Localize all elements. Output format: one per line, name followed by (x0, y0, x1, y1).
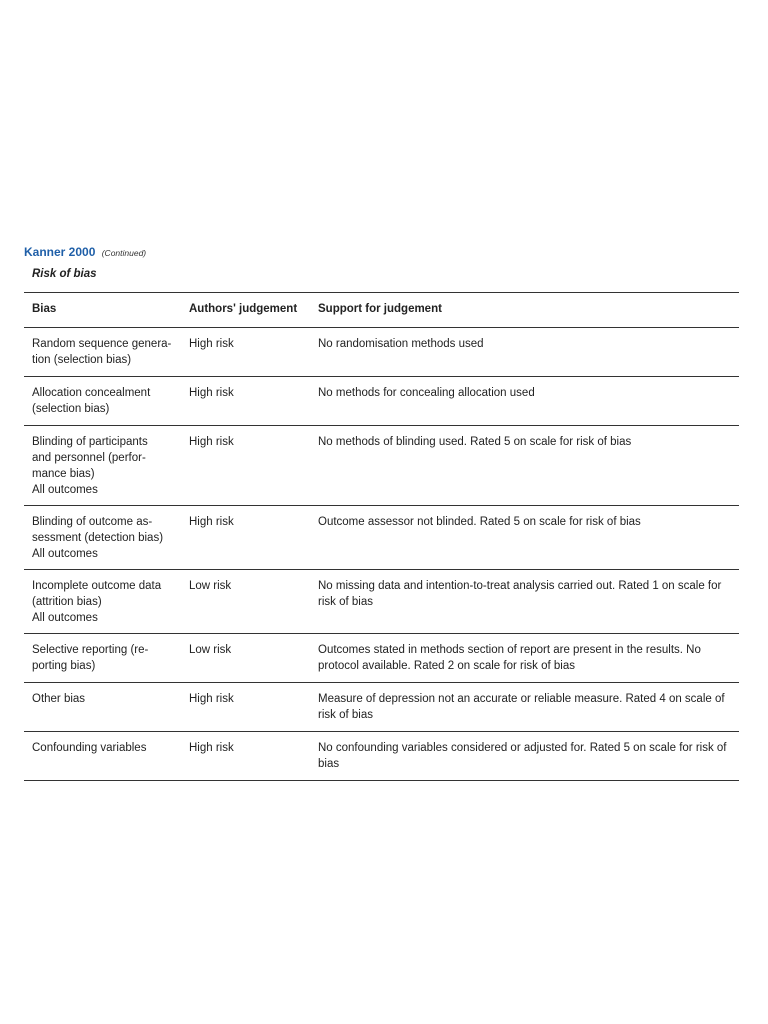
study-heading (24, 245, 146, 259)
risk-of-bias-table (24, 292, 739, 781)
judgement-cell: High risk (181, 506, 310, 570)
bias-cell: Random sequence genera- tion (selection bias) (24, 328, 181, 377)
judgement-cell: High risk (181, 732, 310, 781)
header-bias: Bias (24, 293, 181, 328)
support-cell: No missing data and intention-to-treat analysis carried out. Rated 1 on scale for risk of bias (310, 570, 739, 634)
judgement-cell: Low risk (181, 570, 310, 634)
judgement-cell: High risk (181, 377, 310, 426)
study-name: Kanner 2000 (24, 245, 96, 259)
table-row (24, 634, 739, 683)
table-header-row (24, 293, 739, 328)
bias-cell: Blinding of participants and personnel (perfor- mance bias) All outcomes (24, 426, 181, 506)
table-row (24, 683, 739, 732)
table-row (24, 570, 739, 634)
table-row (24, 732, 739, 781)
bias-cell: Incomplete outcome data (attrition bias) All outcomes (24, 570, 181, 634)
header-authors-judgement: Authors' judgement (181, 293, 310, 328)
support-cell: Outcomes stated in methods section of report are present in the results. No protocol available. Rated 2 on scale for risk of bias (310, 634, 739, 683)
table-row (24, 426, 739, 506)
support-cell: No randomisation methods used (310, 328, 739, 377)
support-cell: Measure of depression not an accurate or reliable measure. Rated 4 on scale of risk of bias (310, 683, 739, 732)
support-cell: No confounding variables considered or adjusted for. Rated 5 on scale for risk of bias (310, 732, 739, 781)
continued-label: (Continued) (101, 248, 147, 258)
support-cell: No methods for concealing allocation used (310, 377, 739, 426)
bias-cell: Selective reporting (re- porting bias) (24, 634, 181, 683)
support-cell: No methods of blinding used. Rated 5 on scale for risk of bias (310, 426, 739, 506)
table-row (24, 506, 739, 570)
bias-cell: Blinding of outcome as- sessment (detection bias) All outcomes (24, 506, 181, 570)
judgement-cell: High risk (181, 683, 310, 732)
table-row (24, 377, 739, 426)
judgement-cell: High risk (181, 328, 310, 377)
judgement-cell: Low risk (181, 634, 310, 683)
judgement-cell: High risk (181, 426, 310, 506)
risk-of-bias-title: Risk of bias (32, 268, 97, 280)
table-row (24, 328, 739, 377)
bias-cell: Other bias (24, 683, 181, 732)
bias-cell: Confounding variables (24, 732, 181, 781)
bias-cell: Allocation concealment (selection bias) (24, 377, 181, 426)
header-support-for-judgement: Support for judgement (310, 293, 739, 328)
support-cell: Outcome assessor not blinded. Rated 5 on scale for risk of bias (310, 506, 739, 570)
